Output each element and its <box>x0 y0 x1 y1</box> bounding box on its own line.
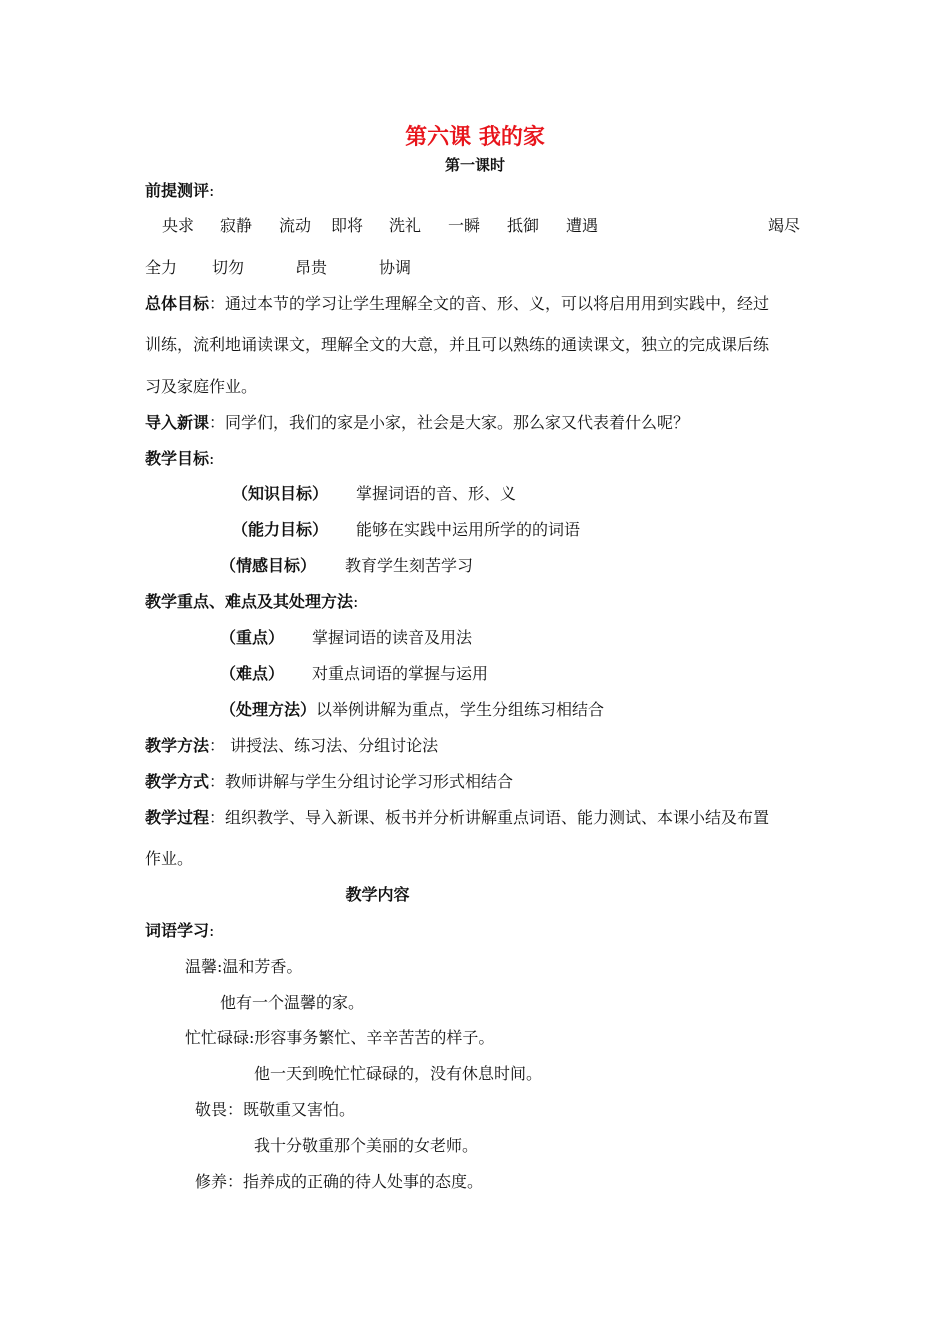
prereq-word: 寂静 <box>220 216 253 235</box>
prereq-word: 即将 <box>331 216 364 235</box>
vocab-example: 他一天到晚忙忙碌碌的，没有休息时间。 <box>254 1064 543 1083</box>
key-point-tag: （重点） <box>220 628 285 647</box>
content-heading: 教学内容 <box>345 885 410 904</box>
process-text: ：组织教学、导入新课、板书并分析讲解重点词语、能力测试、本课小结及布置 <box>209 808 770 827</box>
key-points-colon: : <box>353 592 359 611</box>
vocab-label: 词语学习 <box>145 921 210 940</box>
goal-tag: （能力目标） <box>232 520 329 539</box>
overall-goal-text: ：通过本节的学习让学生理解全文的音、形、义，可以将启用用到实践中，经过 <box>209 294 770 313</box>
prereq-word: 遭遇 <box>566 216 599 235</box>
prereq-heading <box>145 178 214 201</box>
intro-label: 导入新课 <box>145 413 210 432</box>
prereq-word: 竭尽 <box>768 216 801 235</box>
teaching-goals-label: 教学目标 <box>145 449 210 468</box>
goal-text: 掌握词语的音、形、义 <box>356 484 517 503</box>
vocab-definition: 修养：指养成的正确的待人处事的态度。 <box>195 1172 484 1191</box>
key-point-tag: （处理方法） <box>220 700 317 719</box>
methods-text: ： 讲授法、练习法、分组讨论法 <box>209 736 439 755</box>
prereq-word: 洗礼 <box>389 216 422 235</box>
goal-text: 能够在实践中运用所学的的词语 <box>356 520 581 539</box>
prereq-label: 前提测评 <box>145 181 210 200</box>
prereq-colon: : <box>209 181 215 200</box>
key-point-item <box>220 661 284 684</box>
key-point-tag: （难点） <box>220 664 285 683</box>
process-label: 教学过程 <box>145 808 210 827</box>
prereq-word: 一瞬 <box>448 216 481 235</box>
teaching-goals-colon: : <box>209 449 215 468</box>
key-points-heading <box>145 589 358 612</box>
key-point-text: 掌握词语的读音及用法 <box>312 628 473 647</box>
form-line <box>145 769 513 792</box>
overall-goal-line-3: 习及家庭作业。 <box>145 377 258 396</box>
goal-text: 教育学生刻苦学习 <box>345 556 474 575</box>
prereq-word: 切勿 <box>212 258 245 277</box>
key-points-label: 教学重点、难点及其处理方法 <box>145 592 354 611</box>
prereq-word: 抵御 <box>507 216 540 235</box>
intro-line <box>145 410 689 433</box>
prereq-word: 流动 <box>279 216 312 235</box>
vocab-definition: 忙忙碌碌:形容事务繁忙、辛辛苦苦的样子。 <box>185 1028 495 1047</box>
form-label: 教学方式 <box>145 772 210 791</box>
key-point-item <box>220 697 604 720</box>
prereq-word: 昂贵 <box>295 258 328 277</box>
key-point-text: 对重点词语的掌握与运用 <box>312 664 489 683</box>
overall-goal-line-1 <box>145 291 769 314</box>
vocab-definition: 敬畏：既敬重又害怕。 <box>195 1100 356 1119</box>
vocab-definition: 温馨:温和芳香。 <box>185 957 303 976</box>
page-subtitle: 第一课时 <box>444 156 505 174</box>
page-title: 第六课 我的家 <box>405 125 545 150</box>
goal-tag: （知识目标） <box>232 484 329 503</box>
vocab-example: 他有一个温馨的家。 <box>220 993 365 1012</box>
process-line-2: 作业。 <box>145 849 194 868</box>
intro-text: ：同学们，我们的家是小家，社会是大家。那么家又代表着什么呢？ <box>209 413 690 432</box>
key-point-text: 以举例讲解为重点，学生分组练习相结合 <box>316 700 605 719</box>
vocab-example: 我十分敬重那个美丽的女老师。 <box>254 1136 479 1155</box>
teaching-goal-item <box>232 481 328 504</box>
vocab-heading <box>145 918 214 941</box>
prereq-word: 全力 <box>145 258 178 277</box>
key-point-item <box>220 625 284 648</box>
goal-tag: （情感目标） <box>220 556 317 575</box>
teaching-goals-heading <box>145 446 214 469</box>
form-text: ：教师讲解与学生分组讨论学习形式相结合 <box>209 772 514 791</box>
prereq-word: 协调 <box>379 258 412 277</box>
overall-goal-line-2: 训练，流利地诵读课文，理解全文的大意，并且可以熟练的通读课文，独立的完成课后练 <box>145 335 770 354</box>
overall-goal-label: 总体目标 <box>145 294 210 313</box>
process-line-1 <box>145 805 769 828</box>
teaching-goal-item <box>220 553 316 576</box>
methods-line <box>145 733 438 756</box>
teaching-goal-item <box>232 517 328 540</box>
vocab-colon: : <box>209 921 215 940</box>
prereq-word: 央求 <box>162 216 195 235</box>
methods-label: 教学方法 <box>145 736 210 755</box>
